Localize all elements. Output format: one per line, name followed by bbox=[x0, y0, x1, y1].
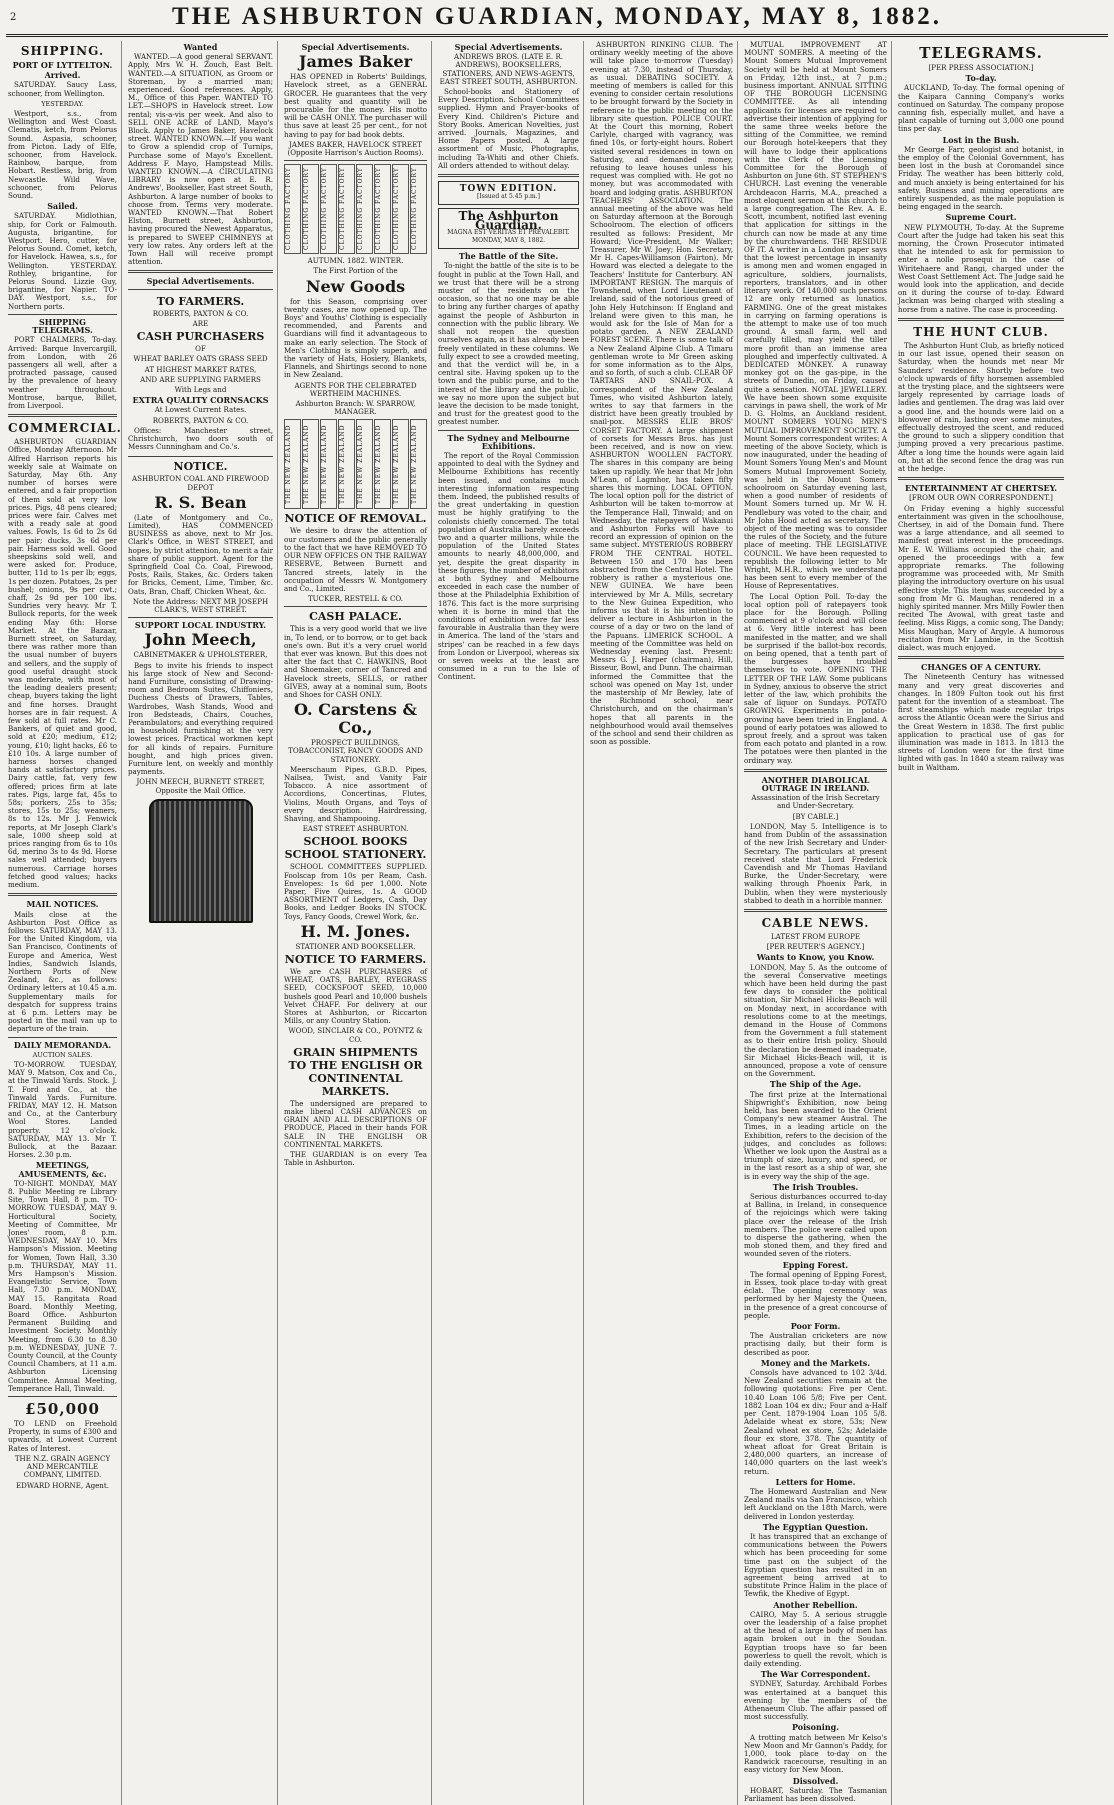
vertical-label: THE NEW ZEALAND bbox=[410, 419, 427, 509]
irish-text: Serious disturbances occurred to-day at Ballina, in Ireland, in consequence of the rejoicings which were taking place over the release of the Irish members. The police were called upon to disperse the gathering, when the mob stoned them, and they fired and wounded seven of the rioters. bbox=[744, 1192, 887, 1259]
grain-list: WHEAT BARLEY OATS GRASS SEED bbox=[133, 354, 268, 364]
mail-heading: MAIL NOTICES. bbox=[26, 899, 99, 910]
shipping-heading: SHIPPING. bbox=[20, 44, 105, 58]
vertical-label: CLOTHING FACTORY bbox=[410, 164, 427, 254]
farmers-ad-title: TO FARMERS. bbox=[156, 294, 245, 308]
reuter-byline: [PER REUTER'S AGENCY.] bbox=[766, 942, 865, 952]
special-heading-3: Special Advertisements. bbox=[301, 42, 410, 52]
new-goods-title: New Goods bbox=[305, 276, 406, 296]
tail-line: THE GUARDIAN is on every Tea Table in Ashburton. bbox=[284, 1150, 427, 1168]
purchasers-of: OF bbox=[195, 344, 206, 354]
column-3 bbox=[282, 41, 432, 1805]
newspaper-title: THE ASHBURTON GUARDIAN, MONDAY, MAY 8, 1882. bbox=[171, 3, 943, 30]
divider bbox=[128, 270, 273, 273]
andrews-text: School-books and Stationery of Every Description. School Committees supplied. Hymn and Prayer-books of Every Kind. Children's Picture and Story Books. American Novelties, just arrived. Journals, Magazines, and Home Papers posted. A large assortment of Music, Photographs, including Ta-Whiti and other Chiefs. All orders attended to without delay. bbox=[438, 87, 579, 170]
wants-heading: Wants to Know, you Know. bbox=[756, 952, 875, 963]
letters-heading: Letters for Home. bbox=[775, 1476, 856, 1487]
removal-text: We desire to draw the attention of our customers and the public generally to the fact that we have REMOVED TO OUR NEW OFFICES ON THE RAILWAY RESERVE, Between Burnett and Tancred streets, lately in the occupation of Messrs W. Montgomery and Co., Limited. bbox=[284, 526, 427, 593]
divider bbox=[438, 430, 579, 431]
divider bbox=[284, 606, 427, 607]
divider bbox=[284, 160, 427, 161]
wants-text: LONDON, May 5. As the outcome of the several Conservative meetings which have been held during the past few days to consider the political situation, Sir Michael Hicks-Beach will on Monday next, in accordance with resolutions come to at the meetings, demand in the House of Commons from the Government a full statement as to their entire Irish policy. Should the declaration be deemed inadequate, Sir Michael Hicks-Beach will, it is announced, propose a vote of censure on the Government. bbox=[744, 962, 887, 1079]
egypt-text: It has transpired that an exchange of communications between the Powers which has been proceeding for some time past on the subject of the Egyptian question has resulted in an agreement being arrived at to substitute Prince Halim in the place of Tewfik, the Khedive of Egypt. bbox=[744, 1531, 887, 1599]
autumn-winter: AUTUMN. 1882. WINTER. bbox=[307, 256, 404, 266]
meech-text: Begs to invite his friends to inspect his large stock of New and Second-hand Furniture, consisting of Drawing-room and Bedroom Suites, Chiffoniers, Duchess Chests of Drawers, Tables, Wardrobes, Wash Stands, Wood and Iron Bedsteads, Chairs, Couches, Perambulators; and everything required in household furnishing at the very lowest prices. Practical workmen kept for all kinds of repairs. Furniture bought, and high prices given. Furniture lent, on weekly and monthly payments. bbox=[128, 660, 273, 777]
divider bbox=[8, 893, 117, 896]
vertical-label: CLOTHING FACTORY bbox=[320, 164, 337, 254]
vertical-label: CLOTHING FACTORY bbox=[374, 164, 391, 254]
divider bbox=[898, 318, 1064, 321]
chertsey-byline: [FROM OUR OWN CORRESPONDENT.] bbox=[909, 493, 1053, 503]
hunt-club-text: The Ashburton Hunt Club, as briefly noticed in our last issue, opened their season on Saturday, when the hounds met near Mr Saunders' residence. Shortly before two o'clock upwards of fifty horsemen assembled at the trysting place, and the sightseers were largely represented by carriage loads of ladies and gentlemen. The drag was laid over a good line, and the hounds were laid on a blowover of rain, lasting over some minutes, effectually destroyed the scent, and reduced the ground to such a slippery condition that jumping proved a very precarious pastime. After a long time the hounds were again laid on, but at the second fence the drag was run at the hedge. bbox=[898, 340, 1064, 473]
tucker-firm: TUCKER, RESTELL & CO. bbox=[307, 594, 404, 604]
vertical-label: THE NEW ZEALAND bbox=[320, 419, 337, 509]
chertsey-text: On Friday evening a highly successful entertainment was given in the schoolhouse, Chertsey, in aid of the Domain fund. There was a large attendance, and all seemed to manifest great interest in the proceedings. Mr E. W. Williams occupied the chair, and opened the proceedings with a few appropriate remarks. The following programme was proceeded with, Mr Smith playing the introductory overture on his usual effective style. This item was succeeded by a song from Mr G. Maughan, rendered in a highly spirited manner. Mrs Milly Fowler then recited The Avowal, with great taste and feeling. Miss Riggs, a comic song, The Dandy; Miss Maughan, Mary of Argyle. A humorous recitation from Mr Lambie, in the Scottish dialect, was much enjoyed. bbox=[898, 503, 1064, 652]
latest-europe: LATEST FROM EUROPE bbox=[770, 931, 861, 941]
meech-sub: CABINETMAKER & UPHOLSTERER, bbox=[133, 650, 268, 660]
commercial-heading: COMMERCIAL. bbox=[8, 421, 122, 436]
lost-text: Mr George Farr, geologist and botanist, in the employ of the Colonial Government, has been lost in the bush at Coromandel since Friday. The weather has been bitterly cold, and much anxiety is being entertained for his safety. Business and mining operations are entirely suspended, as the male population is being engaged in the search. bbox=[898, 144, 1064, 212]
local-news-text-2: MUTUAL IMPROVEMENT AT MOUNT SOMERS. A meeting of the Mount Somers Mutual Improvement Society will be held at Mount Somers on Friday, 12th inst., at 7 p.m.; business important. ANNUAL SITTING OF THE BOROUGH LICENSING COMMITTEE. As all intending applicants for licenses are required to advertise their intention of applying for the same three weeks before the sitting of the Committee, we remind our Borough hotel-keepers that they will have to lodge their applications with the Clerk of the Licensing Committee for the Borough of Ashburton on June 6th. ST STEPHEN'S CHURCH. Last evening the venerable Archdeacon Harris, M.A., preached a most eloquent sermon at this church to a large congregation. The Rev. A. E. Scott, incumbent, notified last evening that application for sittings in the church can now be made at any time by the churchwardens. THE RESIDUE OF IT. A writer in a London paper says that the lowest percentage in insanity is among men and women engaged in agriculture, soldiers, journalists, reporters, translators, and in other literary work. Of 140,000 such persons 12 are only returned as lunatics. FARMING. One of the great mistakes in carrying on farming operations is the attempt to make use of too much ground. A small farm, well and carefully tilled, may yield the tiller more profit than an immense area ploughed and imperfectly cultivated. A DEDICATED MONKEY. A runaway monkey got on the gas-pipe, in the streets of Dunedin, on Friday, caused quite a sensation. NOTAL JEWELLERY. We have been shown some exquisite carvings in pawa shell, the work of Mr D. G. Holms, an Auckland resident. MOUNT SOMERS YOUNG MEN'S MUTUAL IMPROVEMENT SOCIETY. A Mount Somers correspondent writes: A meeting of the above Society, which is now inaugurated, under the heading of Mount Somers Young Men's and Mount Somers Mutual Improvement Society, was held in the Mount Somers schoolroom on Saturday evening last, when a good number of residents of Mount Somers turned up. Mr W. H. Pendlebury was voted to the chair, and Mr John Hood acted as secretary. The object of the meeting was to consider the rules of the Society, and the future place of meeting. THE LEGISLATIVE COUNCIL. We have been requested to republish the following letter to Mr Wright, M.H.R., which we understand has been sent to every member of the House of Representatives. bbox=[744, 40, 887, 591]
column-7 bbox=[896, 41, 1068, 1805]
town-edition: TOWN EDITION. bbox=[459, 184, 558, 195]
divider bbox=[744, 909, 887, 912]
column-4 bbox=[436, 41, 584, 1805]
rebellion-text: CAIRO, May 5. A serious struggle over the leadership of a false prophet at the head of a large body of men has again broken out in the Soudan. Egyptian troops have so far been powerless to quell the revolt, which is daily extending. bbox=[744, 1609, 887, 1668]
town-edition-box bbox=[438, 181, 579, 205]
cable-news-heading: CABLE NEWS. bbox=[761, 915, 870, 930]
supplying-farmers: AND ARE SUPPLYING FARMERS bbox=[140, 374, 261, 384]
vertical-label: THE NEW ZEALAND bbox=[392, 419, 409, 509]
dissolved-text: HOBART, Saturday. The Tasmanian Parliament has been dissolved. bbox=[744, 1785, 887, 1804]
battle-heading: The Battle of the Site. bbox=[458, 251, 559, 262]
sydney-heading: The Sydney and Melbourne Exhibitions. bbox=[447, 432, 570, 451]
ship-text: The first prize at the International Shipwright's Exhibition, now being held, has been awarded to the Orient Company's new steamer Austral. The Times, in a leading article on the Exhibition, refers to the decision of the judges, and concludes as follows: Whether we look upon the Austral as a triumph of size, luxury, and speed, or in the last resort as a ship of war, she is in every way the ship of the age. bbox=[744, 1089, 887, 1181]
special-heading: Special Advertisements. bbox=[146, 276, 255, 287]
outrage-sub: Assassination of the Irish Secretary and Under-Secretary. bbox=[751, 793, 880, 811]
cornsacks: EXTRA QUALITY CORNSACKS bbox=[132, 395, 269, 406]
vertical-label: THE NEW ZEALAND bbox=[338, 419, 355, 509]
changes-text: The Nineteenth Century has witnessed many and very great discoveries and changes. In 1809 Fulton took out his first patent for the invention of a steamboat. The first steamships which made regular trips across the Atlantic Ocean were the Sirius and the Great Western in 1838. The first public application to practical use of gas for illumination was made in 1813. In 1813 the streets of London were for the first time lighted with gas. In 1840 a steam railway was built in Waltham. bbox=[898, 672, 1064, 772]
meetings-text: TO-NIGHT. MONDAY, MAY 8. Public Meeting re Library Site, Town Hall, 8 p.m. TO-MORROW. TUESDAY, MAY 9. Horticultural Society, Meeting of Committee, Mr Jones' room, 8 p.m. WEDNESDAY, MAY 10. Mrs Hampson's Mission. Meeting for Women, Town Hall, 3.30 p.m. THURSDAY, MAY 11. Mrs Hampson's Mission. Evangelistic Service, Town Hall, 7.30 p.m. MONDAY, MAY 15. Rangitata Road Board. Monthly Meeting, Board Office. Ashburton Permanent Building and Investment Society. Monthly Meeting, from 6.30 to 8.30 p.m. WEDNESDAY, JUNE 7. County Council, at the County Council Chambers, at 11 a.m. Ashburton Licensing Committee. Annual Meeting, Temperance Hall, Tinwald. bbox=[8, 1178, 117, 1393]
column-5 bbox=[588, 41, 738, 1805]
clothing-factory-banner bbox=[284, 164, 427, 254]
current-rates: At Lowest Current Rates. bbox=[154, 405, 247, 415]
local-news-text: ASHBURTON RINKING CLUB. The ordinary weekly meeting of the above will take place to-morrow (Tuesday) evening at 7.30, instead of Thursday, as usual. DEBATING SOCIETY. A meeting of members is called for this evening to consider certain resolutions to be brought forward by the Society in reference to the public meeting on the library site question. POLICE COURT. At the Court this morning, Robert Carlyle, charged with vagrancy, was fined 10s, or forty-eight hours. Robert visited several residences in town on Saturday, and demanded money, refusing to leave houses unless his request was complied with. He got no money, but was accommodated with board and lodging gratis. ASHBURTON TEACHERS' ASSOCIATION. The annual meeting of the above was held on Saturday afternoon at the Borough Schoolroom. The election of officers resulted as follows: President, Mr Howard; Vice-President, Mr Walker; Treasurer, Mr W. Joey; Hon. Secretary, Mr H. Capes-Williamson (Fairton). Mr Howard was elected a delegate to the Teachers' Institute for Canterbury. AN IMPORTANT RESIGN. The marquis of Townshend, when Lord Lieutenant of Ireland, said of the notorious greed of John Hely Hutchinson: If England and Ireland were given to this man, he would ask for the Isle of Man for a potato garden. A NEW ZEALAND FOREST SCENE. There is some talk of a New Zealand Alpine Club. A Timaru gentleman wrote to Mr Green asking for some information as to the Alps, and so forth, of such a club. CLEAR OF TARTARS AND SNAIL-POX. A correspondent of the New Zealand Times, who visited Ashburton lately, writes to say that farmers in the district have been greatly troubled by snail-pox. MESSRS ELIE BROS' CORSET FACTORY. A large shipment of corsets for Messrs Bros. has just been received, and is now on view. ASHBURTON WOOLLEN FACTORY. The shares in this company are being taken up rapidly. We hear that Mr John M'Lean, of Lagmhor, has taken fifty shares this morning. LOCAL OPTION. The local option poll for the district of Ashburton will be taken to-morrow at the Temperance Hall, Tinwald; and on Wednesday, the ratepayers of Wakanui and Ashburton Forks will have to record an expression of opinion on the same subject. MYSTERIOUS ROBBERY FROM THE CENTRAL HOTEL. Between 150 and 170 has been abstracted from the Central Hotel. The robbery is rather a mysterious one. NEW GUINEA. We have been interviewed by Mr A. Mills, secretary to the New Guinea Expedition, who informs us that it is his intention to deliver a lecture in Ashburton in the course of a day or two on the land of the Papuans. LIMERICK SCHOOL. A meeting of the Committee was held on Wednesday evening last. Present: Messrs G. J. Harper (chairman), Hill, Bisseur, Bowl, and Dunn. The chairman informed the Committee that the school was opened on May 1st, under the mastership of Mr Bewley, late of the Richmond school, near Christchurch, and on the chairman's hopes that all parents in the neighbourhood would avail themselves of the school and send their children as soon as possible. bbox=[590, 40, 733, 747]
money-text: Consols have advanced to 102 3/4d. New Zealand securities remain at the following quotations: Five per Cent. 10.40 Loan 106 5/8; Five per Cent. 1882 Loan 104 ex div.; Four and a-Half per Cent. 1879-1904 Loan 105 5/8. Adelaide wheat ex store, 53s; New Zealand wheat ex store, 52s; Adelaide flour ex store, 378. The quantity of wheat afloat for Great Britain is 2,480,000 quarters, an increase of 140,000 quarters on the last week's return. bbox=[744, 1368, 887, 1476]
industry-heading: SUPPORT LOCAL INDUSTRY. bbox=[134, 620, 267, 631]
egypt-heading: The Egyptian Question. bbox=[762, 1521, 869, 1532]
meech-name: John Meech, bbox=[144, 630, 257, 650]
school-text: SCHOOL COMMITTEES SUPPLIED. Foolscap from 10s per Ream, Cash. Envelopes: 1s 6d per 1,000. Note Paper, Five Quires, 1s. A GOOD ASSORTMENT of Ledgers, Cash, Day Books, and Ledger Books IN STOCK. Toys, Fancy Goods, Crewel Work, &c. bbox=[284, 862, 427, 921]
sydney-text: The report of the Royal Commission appointed to deal with the Sydney and Melbourne Exhibitions has recently been issued, and contains much interesting information respecting them. Indeed, the published results of the great undertaking in question must be highly gratifying to the colonists chiefly concerned. The total population of Australia barely exceeds two and a quarter millions, while the population of the United States amounts to nearly 48,000,000, and yet, despite the great disparity in these figures, the number of exhibitors at both Sydney and Melbourne exceeded in each case the number of those at the Philadelphia Exhibition of 1876. This fact is the more surprising when it is borne in mind that the conditions of exhibition were far less favourable in Australia than they were in America. The land of the 'stars and stripes' can be reached in a few days from London or Liverpool, whereas six or seven weeks at the least are consumed in a run to the Isle of Continent. bbox=[438, 450, 579, 682]
special-heading-4: Special Advertisements. bbox=[454, 42, 563, 52]
wanted-text: WANTED.—A good general SERVANT. Apply, Mrs W. H. Zouch, East Belt. WANTED.—A SITUATION, as Groom or Storeman, by a married man; experienced. Good references. Apply, M., Office of this Paper. WANTED TO LET.—SHOPS in Havelock street. Low rental; vis-a-vis per week. And also to SELL ONE ACRE of LAND, Mayo's Block. Apply to James Baker, Havelock street. WANTED KNOWN.—If you want to Grow a splendid crop of Turnips, Purchase some of Mayo's Excellent. Address F. Mayo, Hampstead Mills. WANTED KNOWN.—A CIRCULATING LIBRARY is now open at E. R. Andrews', Bookseller, East street South, Ashburton. A large number of books to choose from. Terms very moderate. WANTED KNOWN.—That Robert Elston, Burnett street, Ashburton, having procured the Newest Apparatus, is prepared to SWEEP CHIMNEYS at very low rates. Any orders left at the Town Hall will receive prompt attention. bbox=[128, 52, 273, 267]
poor-heading: Poor Form. bbox=[790, 1321, 841, 1332]
farmers-are: ARE bbox=[192, 318, 209, 328]
masthead bbox=[6, 0, 1108, 37]
divider bbox=[898, 477, 1064, 480]
dissolved-heading: Dissolved. bbox=[792, 1775, 839, 1786]
carstens-sub: PROSPECT BUILDINGS, TOBACCONIST, FANCY GOODS AND STATIONERY. bbox=[288, 738, 423, 764]
yesterday-heading: YESTERDAY. bbox=[41, 99, 84, 108]
vertical-label: CLOTHING FACTORY bbox=[338, 164, 355, 254]
cash-purchasers: CASH PURCHASERS bbox=[136, 330, 265, 344]
shipping-telegrams-heading: SHIPPING TELEGRAMS. bbox=[32, 316, 93, 336]
divider bbox=[8, 414, 117, 417]
grain-title: GRAIN SHIPMENTS TO THE ENGLISH OR CONTINENTAL MARKETS. bbox=[288, 1045, 423, 1098]
divider bbox=[8, 1037, 117, 1038]
farmers-notice-text: We are CASH PURCHASERS of WHEAT, OATS, BARLEY, RYEGRASS SEED, COCKSFOOT SEED, 10,000 bushels good Pearl and 10,000 bushels Velvet CHAFF. For delivery at our Stores at Ashburton, or Riccarton Mills, or any Country Station. bbox=[284, 967, 427, 1026]
jones-sub: STATIONER AND BOOKSELLER. bbox=[295, 941, 416, 951]
school-title: SCHOOL BOOKS SCHOOL STATIONERY. bbox=[284, 835, 427, 862]
divider bbox=[8, 1396, 117, 1397]
vertical-label: CLOTHING FACTORY bbox=[302, 164, 319, 254]
carstens-address: EAST STREET ASHBURTON. bbox=[302, 824, 409, 834]
local-option-text: The Local Option Poll. To-day the local option poll of ratepayers took place for the Borough. Polling commenced at 9 o'clock and will close at 6. Very little interest has been manifested in the matter, and we shall be surprised if the ballot-box records, on being opened, that a tenth part of the burgesses have troubled themselves to vote. OPENING THE LETTER OF THE LAW. Some publicans in Sydney, anxious to observe the strict letter of the law, which prohibits the sale of liquor on Sundays. POTATO GROWING. Experiments in potato-growing have been tried in England. A pound of early potatoes was allowed to sprout freely, and a sprout was taken from each potato and planted in a row. The potatoes were then planted in the ordinary way. bbox=[744, 591, 887, 765]
agents-line: AGENTS FOR THE CELEBRATED WERTHEIM MACHINES. bbox=[294, 380, 417, 398]
stove-illustration bbox=[149, 799, 253, 923]
rebellion-heading: Another Rebellion. bbox=[773, 1599, 858, 1610]
poisoning-heading: Poisoning. bbox=[791, 1722, 840, 1733]
grain-text: The undersigned are prepared to make liberal CASH ADVANCES on GRAIN AND ALL DESCRIPTIONS OF PRODUCE, Placed in their hands FOR SALE IN THE ENGLISH OR CONTINENTAL MARKETS. bbox=[284, 1098, 427, 1149]
war-heading: The War Correspondent. bbox=[760, 1669, 871, 1680]
first-portion: The First Portion of the bbox=[313, 266, 398, 276]
ship-heading: The Ship of the Age. bbox=[769, 1079, 862, 1090]
page-number: 2 bbox=[10, 11, 17, 23]
guardian-title: The Ashburton Guardian. bbox=[458, 209, 559, 232]
market-rates: AT HIGHEST MARKET RATES, bbox=[144, 364, 257, 374]
lend-signature: EDWARD HORNE, Agent. bbox=[16, 1480, 109, 1490]
sailed-heading: Sailed. bbox=[47, 201, 78, 212]
bean-text: (Late of Montgomery and Co., Limited), HAS COMMENCED BUSINESS as above, next to Mr Jos. Clark's Office, in WEST STREET, and hopes, by strict attention, to merit a fair share of public support. Agent for the Springfield Coal Co. Coal, Firewood, Posts, Rails, Stakes, &c. Orders taken for Bricks, Cement, Lime, Timber, &c. Oats, Bran, Chaff, Chicken Wheat, &c. bbox=[128, 512, 273, 596]
irish-heading: The Irish Troubles. bbox=[772, 1181, 859, 1192]
supplying-legs: With Legs and bbox=[174, 384, 227, 394]
today-heading: To-day. bbox=[965, 73, 997, 84]
sparrow-manager: Ashburton Branch: W. SPARROW, MANAGER. bbox=[295, 399, 416, 417]
lost-heading: Lost in the Bush. bbox=[942, 134, 1020, 145]
baker-name: James Baker bbox=[298, 52, 413, 72]
supreme-heading: Supreme Court. bbox=[945, 212, 1017, 223]
war-text: SYDNEY, Saturday. Archibald Forbes was entertained at a banquet this evening by the members of the Athenaeum Club. The affair passed off most successfully. bbox=[744, 1679, 887, 1722]
column-1 bbox=[6, 41, 122, 1805]
meech-signature: JOHN MEECH, BURNETT STREET, Opposite the Mail Office. bbox=[136, 777, 265, 795]
chertsey-heading: ENTERTAINMENT AT CHERTSEY. bbox=[904, 483, 1058, 494]
daily-memoranda-heading: DAILY MEMORANDA. bbox=[13, 1039, 112, 1050]
vertical-label: CLOTHING FACTORY bbox=[284, 164, 301, 254]
vertical-label: CLOTHING FACTORY bbox=[356, 164, 373, 254]
carstens-text: Meerschaum Pipes, G.B.D. Pipes, Nailsea, Twist, and Vanity Fair Tobacco. A nice assortment of Accordions, Concertinas, Flutes, Violins, Mouth Organs, and Toys of every description. Hairdressing, Shaving, and Shampooing. bbox=[284, 764, 427, 823]
bean-address: Note the Address: NEXT MR JOSEPH CLARK'S, WEST STREET. bbox=[132, 596, 269, 614]
wood-sinclair: WOOD, SINCLAIR & CO., POYNTZ & CO. bbox=[288, 1026, 423, 1044]
jones-name: H. M. Jones. bbox=[300, 921, 411, 941]
lend-text: TO LEND on Freehold Property, in sums of £300 and upwards, at Lowest Current Rates of Interest. bbox=[8, 1419, 117, 1453]
commercial-text: ASHBURTON GUARDIAN Office, Monday Afternoon. Mr Alfred Harrison reports his weekly sale at Waimate on Saturday, May 6th. Any number of horses were entered, and a fair proportion of them sold at very low prices. Pigs, 48 pens cleared; prices were fair. Calves met with a ready sale at good values. Fowls, 1s 6d to 2s 6d per pair; ducks, 3s 6d per pair. Harness sold well. Good sheepskins sold well, and were asked for. Produce, butter, 11d to 1s per lb; eggs, 1s per dozen. Potatoes, 2s per bushel; onions, 9s per cwt.; chaff, 2s 9d per 100 lbs. Sundries very heavy. Mr T. Bullock reports, for the week ending May 6th: Horse Market. At the Bazaar, Burnett street, on Saturday, there was rather more than the usual number of buyers and sellers, and the supply of good useful draught stock was moderate, with most of the leading dealers present; cheap, buyers taking the light and fine horses. Draught horses are in fair request. A few sold at full rates. Mr C. Bankers, of quiet and good, sold at £20; medium, £12; young, £10; light hacks, £6 to £10 10s. A large number of harness horses changed hands at satisfactory prices. Dairy cattle, fat, very few offered; prices firm at late rates. Pigs, large fat, 45s to 58s; porkers, 25s to 35s; stores, 15s to 25s; weaners, 8s to 12s. Mr J. Fenwick reports, at Mr Joseph Clark's sale, 1000 sheep sold at prices ranging from 6s to 10s 6d, merino 3s to 4s 9d. Horse sales well attended; buyers numerous. Carriage horses fetched good values; hacks medium. bbox=[8, 437, 117, 890]
new-zealand-banner bbox=[284, 419, 427, 509]
epping-text: The formal opening of Epping Forest, in Essex, took place to-day with great éclat. The opening ceremony was performed by her Majesty the Queen, in the presence of a great concourse of people. bbox=[744, 1269, 887, 1320]
vertical-label: CLOTHING FACTORY bbox=[392, 164, 409, 254]
farmers-firm: ROBERTS, PAXTON & CO. bbox=[152, 308, 249, 318]
farmers-offices: Offices: Manchester street, Christchurch, two doors south of Messrs Cunningham and Co.'s. bbox=[128, 425, 273, 452]
sailed-text: SATURDAY. Midlothian, ship, for Cork or Falmouth. Augusta, brigantine, for Westport. Hero, cutter, for Pelorus Sound. Comet, ketch, for Havelock. Hawea, s.s., for Wellington. YESTERDAY. Rothley, brigantine, for Pelorus Sound. Lizzie Guy, brigantine, for Napier. TO-DAY. Westport, s.s., for Northern ports. bbox=[8, 211, 117, 311]
poisoning-text: A trotting match between Mr Kelso's New Moon and Mr Gannon's Paddy, for 1,000, took place to-day on the Randwick racecourse, resulting in an easy victory for New Moon. bbox=[744, 1732, 887, 1775]
coal-depot: ASHBURTON COAL AND FIREWOOD DEPOT bbox=[131, 474, 270, 492]
mail-text: Mails close at the Ashburton Post Office as follows: SATURDAY, MAY 13. For the United Kingdom, via San Francisco, Continents of Europe and America, West Indies, Sandwich Islands, Northern Ports of New Zealand, &c., as follows: Ordinary letters at 10.45 a.m. Supplementary mails for despatch for suppress trains at 6 p.m. Letters may be posted in the mail van up to departure of the train. bbox=[8, 909, 117, 1034]
guardian-date: MONDAY, MAY 8, 1882. bbox=[471, 237, 546, 245]
notice-title: NOTICE. bbox=[173, 460, 228, 474]
vertical-label: THE NEW ZEALAND bbox=[374, 419, 391, 509]
money-heading: Money and the Markets. bbox=[760, 1357, 871, 1368]
columns bbox=[6, 37, 1108, 1804]
issued-time: [Issued at 5.45 p.m.] bbox=[477, 193, 540, 201]
lend-amount: £50,000 bbox=[25, 1400, 100, 1419]
baker-signature: JAMES BAKER, HAVELOCK STREET (Opposite Harrison's Auction Rooms). bbox=[287, 139, 424, 158]
press-byline: [PER PRESS ASSOCIATION.] bbox=[928, 63, 1034, 72]
divider bbox=[898, 656, 1064, 659]
supreme-text: NEW PLYMOUTH, To-day. At the Supreme Court after the Judge had taken his seat this morning, the Crown Prosecutor intimated that he intended to ask for permission to enter a nolle prosequi in the case of Wiritehaere and Rangi, charged under the West Coast Settlement Act. The Judge said he would look into the application, and decide on it during the course of to-day. Edward Jackman was being charged with stealing a horse from a native. The case is proceeding. bbox=[898, 222, 1064, 314]
divider bbox=[128, 617, 273, 618]
outrage-heading: ANOTHER DIABOLICAL OUTRAGE IN IRELAND. bbox=[761, 774, 870, 794]
epping-heading: Epping Forest. bbox=[782, 1259, 849, 1270]
farmers-ad bbox=[128, 289, 273, 458]
palace-title: CASH PALACE. bbox=[309, 610, 402, 624]
letters-text: The Homeward Australian and New Zealand mails via San Francisco, which left Auckland on the 18th March, were delivered in London yesterday. bbox=[744, 1486, 887, 1521]
hunt-club-heading: THE HUNT CLUB. bbox=[913, 324, 1049, 339]
carstens-name: O. Carstens & Co., bbox=[294, 700, 417, 738]
farmers-firm-2: ROBERTS, PAXTON & CO. bbox=[152, 415, 249, 425]
wanted-heading: Wanted bbox=[183, 42, 218, 52]
divider bbox=[438, 174, 579, 177]
vertical-label: THE NEW ZEALAND bbox=[356, 419, 373, 509]
divider bbox=[8, 314, 117, 315]
vertical-label: THE NEW ZEALAND bbox=[302, 419, 319, 509]
baker-text: HAS OPENED in Roberts' Buildings, Havelock street, as a GENERAL GROCER. He guarantees that the very best quality and quantity will be procurable for the money. His motto will be CASH ONLY. The purchaser will thus save at least 25 per cent., for not having to pay for bad book debts. bbox=[284, 72, 427, 139]
telegrams-heading: TELEGRAMS. bbox=[919, 44, 1043, 62]
column-2 bbox=[126, 41, 278, 1805]
poor-text: The Australian cricketers are now practising daily, but their form is described as poor. bbox=[744, 1331, 887, 1357]
auction-text: TO-MORROW. TUESDAY, MAY 9. Matson, Cox and Co., at the Tinwald Yards. Stock. J. T. Ford and Co., at the Tinwald Yards. Furniture. FRIDAY, MAY 12. H. Matson and Co., at the Canterbury Wool Stores. Landed property. 12 o'clock. SATURDAY, MAY 13. Mr T. Bullock, at the Bazaar. Horses. 2.30 p.m. bbox=[8, 1059, 117, 1160]
guardian-nameplate bbox=[438, 208, 579, 249]
lend-agency: THE N.Z. GRAIN AGENCY AND MERCANTILE COMPANY, LIMITED. bbox=[14, 1453, 111, 1480]
new-goods-text: for this Season, comprising over twenty cases, are now opened up. The Boys' and Youths' Clothing is especially recommended, and Parents and Guardians will find it advantageous to make an early selection. The Stock of Men's Clothing is simply superb, and the variety of Hats, Hosiery, Blankets, Flannels, and Shirtings second to none in New Zealand. bbox=[284, 296, 427, 380]
palace-text: This is a very good world that we live in, To lend, or to borrow, or to get back one's own. But it's a very cruel world that ever was known. But this does not alter the fact that C. HAWKINS, Boot and Shoemaker, corner of Tancred and Havelock streets, SELLS, or rather GIVES, away at a nominal sum, Boots and Shoes for CASH ONLY. bbox=[284, 624, 427, 699]
outrage-byline: [BY CABLE.] bbox=[792, 811, 839, 821]
farmers-notice-title: NOTICE TO FARMERS. bbox=[284, 953, 427, 966]
outrage-text: LONDON, May 5. Intelligence is to hand from Dublin of the assassination of the new Irish Secretary and Under-Secretary. The particulars at present received state that Lord Frederick Cavendish and Mr Thomas Haviland Burke, the Under-Secretary, were walking through Phoenix Park, in Dublin, when they were mysteriously stabbed to death in a horrible manner. bbox=[744, 821, 887, 905]
guardian-motto: MAGNA EST VERITAS ET PREVALEBIT. bbox=[447, 228, 570, 236]
yesterday-text: Westport, s.s., from Wellington and West Coast. Clematis, ketch, from Pelorus Sound. Aspasia, schooner, from Picton. Lady of Elfe, schooner, from Havelock. Rainbow, barque, from Hobart. Restless, brig, from Newcastle. Wild Wave, schooner, from Pelorus Sound. bbox=[8, 109, 117, 201]
changes-heading: CHANGES OF A CENTURY. bbox=[921, 662, 1041, 673]
arrived-text: SATURDAY. Saucy Lass, schooner, from Wellington. bbox=[8, 80, 117, 98]
auction-heading: AUCTION SALES. bbox=[32, 1050, 93, 1059]
bean-name: R. S. Bean bbox=[154, 492, 247, 512]
meetings-heading: MEETINGS, AMUSEMENTS, &c. bbox=[18, 1160, 107, 1179]
removal-title: NOTICE OF REMOVAL. bbox=[284, 512, 427, 526]
column-6 bbox=[742, 41, 892, 1805]
battle-text: To-night the battle of the site is to be fought in public at the Town Hall, and we trust that there will be a strong muster of the residents on the occasion, so that no one may be able to bring any further charges of apathy against the people of Ashburton in connection with the public library. We shall not reopen the question ourselves again, as it has already been freely ventilated in these columns. We fully expect to see a crowded meeting, and that the verdict will be, in a central site. Having spoken up to the town and the public purse, and to the interest of the library and the public, we say no more upon the subject but leave the decision to be made tonight, and trust for the greatest good to the greatest number. bbox=[438, 261, 579, 427]
divider bbox=[744, 769, 887, 772]
arrived-heading: Arrived. bbox=[44, 70, 81, 81]
vertical-label: THE NEW ZEALAND bbox=[284, 419, 301, 509]
auckland-text: AUCKLAND, To-day. The formal opening of the Kaipara Canning Company's works continued on Saturday. The company propose canning fish, especially mullet, and have a plant capable of turning out 3,000 one pound tins per day. bbox=[898, 83, 1064, 134]
port-heading: PORT OF LYTTELTON. bbox=[12, 60, 113, 70]
shipping-telegrams-text: PORT CHALMERS, To-day. Arrived: Barque Invercargill, from London, with 26 passengers all well, after a protracted passage, caused by the prevalence of heavy weather throughout. Montrose, barque, Billet, from Liverpool. bbox=[8, 335, 117, 410]
andrews-title: ANDREWS BROS. (LATE E. R. ANDREWS), BOOKSELLERS, STATIONERS, AND NEWS-AGENTS, EAST STREET SOUTH, ASHBURTON. bbox=[439, 52, 578, 86]
